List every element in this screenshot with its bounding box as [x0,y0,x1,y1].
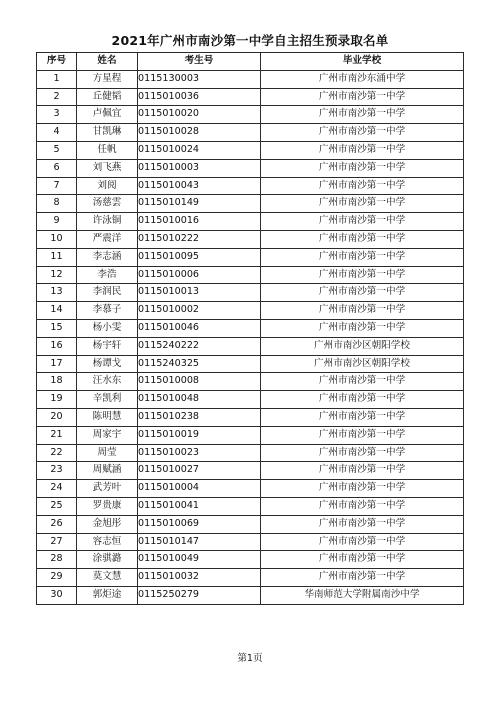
table-row [37,230,464,248]
row-index-cell: 5 [37,141,77,159]
exam-number-cell: 0115010036 [138,88,261,106]
exam-number-cell: 0115010046 [138,319,261,337]
school-name-cell: 广州市南沙第一中学 [261,391,464,409]
exam-number-cell: 0115010069 [138,515,261,533]
school-name-cell: 广州市南沙第一中学 [261,141,464,159]
table-header-row [37,53,464,71]
school-name-cell: 广州市南沙第一中学 [261,408,464,426]
row-index-cell: 19 [37,391,77,409]
student-name-cell: 许泳铜 [77,213,138,231]
school-name-cell: 广州市南沙第一中学 [261,159,464,177]
table-row [37,106,464,124]
school-name-cell: 广州市南沙第一中学 [261,124,464,142]
school-name-cell: 广州市南沙第一中学 [261,497,464,515]
school-name-cell: 广州市南沙第一中学 [261,248,464,266]
school-name-cell: 广州市南沙第一中学 [261,213,464,231]
exam-number-cell: 0115010095 [138,248,261,266]
school-name-cell: 广州市南沙第一中学 [261,88,464,106]
school-name-cell: 广州市南沙第一中学 [261,480,464,498]
row-index-cell: 23 [37,462,77,480]
student-name-cell: 汤慈雲 [77,195,138,213]
table-row [37,124,464,142]
row-index-cell: 8 [37,195,77,213]
student-name-cell: 丘健韬 [77,88,138,106]
row-index-cell: 24 [37,480,77,498]
exam-number-cell: 0115010008 [138,373,261,391]
document-title: 2021年广州市南沙第一中学自主招生预录取名单 [111,33,389,48]
student-name-cell: 刘阅 [77,177,138,195]
student-name-cell: 郭炬途 [77,586,138,604]
row-index-cell: 3 [37,106,77,124]
row-index-cell: 27 [37,533,77,551]
student-name-cell: 金旭彤 [77,515,138,533]
exam-number-cell: 0115010238 [138,408,261,426]
row-index-cell: 10 [37,230,77,248]
school-name-cell: 广州市南沙区朝阳学校 [261,337,464,355]
student-name-cell: 甘凯琳 [77,124,138,142]
row-index-cell: 21 [37,426,77,444]
school-name-cell: 广州市南沙第一中学 [261,373,464,391]
school-name-cell: 广州市南沙第一中学 [261,177,464,195]
table-row [37,497,464,515]
school-name-cell: 广州市南沙东涌中学 [261,70,464,88]
student-name-cell: 陈明慧 [77,408,138,426]
school-name-cell: 华南师范大学附属南沙中学 [261,586,464,604]
student-name-cell: 容志恒 [77,533,138,551]
exam-number-cell: 0115010032 [138,569,261,587]
row-index-cell: 17 [37,355,77,373]
table-row [37,141,464,159]
student-name-cell: 涂骐潞 [77,551,138,569]
row-index-cell: 14 [37,302,77,320]
student-name-cell: 周赋涵 [77,462,138,480]
student-name-cell: 杨宇轩 [77,337,138,355]
table-row [37,391,464,409]
row-index-cell: 4 [37,124,77,142]
exam-number-cell: 0115010023 [138,444,261,462]
header-index: 序号 [37,53,77,71]
row-index-cell: 13 [37,284,77,302]
row-index-cell: 26 [37,515,77,533]
row-index-cell: 20 [37,408,77,426]
table-row [37,177,464,195]
header-school: 毕业学校 [261,53,464,71]
exam-number-cell: 0115240325 [138,355,261,373]
row-index-cell: 9 [37,213,77,231]
table-row [37,355,464,373]
school-name-cell: 广州市南沙第一中学 [261,551,464,569]
exam-number-cell: 0115010013 [138,284,261,302]
page-number: 第1页 [237,653,263,664]
row-index-cell: 16 [37,337,77,355]
table-body [37,70,464,604]
student-name-cell: 任帆 [77,141,138,159]
school-name-cell: 广州市南沙第一中学 [261,462,464,480]
row-index-cell: 28 [37,551,77,569]
exam-number-cell: 0115130003 [138,70,261,88]
exam-number-cell: 0115010043 [138,177,261,195]
row-index-cell: 2 [37,88,77,106]
row-index-cell: 6 [37,159,77,177]
school-name-cell: 广州市南沙第一中学 [261,230,464,248]
row-index-cell: 29 [37,569,77,587]
student-name-cell: 李润民 [77,284,138,302]
student-name-cell: 杨谭戈 [77,355,138,373]
table-row [37,551,464,569]
exam-number-cell: 0115010003 [138,159,261,177]
row-index-cell: 30 [37,586,77,604]
student-name-cell: 李志涵 [77,248,138,266]
table-row [37,444,464,462]
school-name-cell: 广州市南沙第一中学 [261,444,464,462]
table-row [37,248,464,266]
exam-number-cell: 0115010006 [138,266,261,284]
header-name: 姓名 [77,53,138,71]
row-index-cell: 22 [37,444,77,462]
row-index-cell: 1 [37,70,77,88]
school-name-cell: 广州市南沙第一中学 [261,266,464,284]
student-name-cell: 李慕子 [77,302,138,320]
school-name-cell: 广州市南沙区朝阳学校 [261,355,464,373]
student-name-cell: 辛凯利 [77,391,138,409]
school-name-cell: 广州市南沙第一中学 [261,533,464,551]
table-row [37,569,464,587]
exam-number-cell: 0115250279 [138,586,261,604]
student-name-cell: 杨小雯 [77,319,138,337]
table-row [37,373,464,391]
table-row [37,515,464,533]
student-name-cell: 汪水东 [77,373,138,391]
student-name-cell: 武芳叶 [77,480,138,498]
table-row [37,266,464,284]
table-row [37,462,464,480]
table-row [37,319,464,337]
table-row [37,533,464,551]
school-name-cell: 广州市南沙第一中学 [261,106,464,124]
exam-number-cell: 0115010020 [138,106,261,124]
exam-number-cell: 0115010016 [138,213,261,231]
table-row [37,408,464,426]
table-row [37,284,464,302]
exam-number-cell: 0115010024 [138,141,261,159]
row-index-cell: 11 [37,248,77,266]
school-name-cell: 广州市南沙第一中学 [261,426,464,444]
header-exam-number: 考生号 [138,53,261,71]
row-index-cell: 12 [37,266,77,284]
exam-number-cell: 0115010049 [138,551,261,569]
school-name-cell: 广州市南沙第一中学 [261,302,464,320]
table-row [37,70,464,88]
row-index-cell: 18 [37,373,77,391]
student-name-cell: 刘飞燕 [77,159,138,177]
exam-number-cell: 0115010041 [138,497,261,515]
table-row [37,195,464,213]
table-row [37,426,464,444]
exam-number-cell: 0115010027 [138,462,261,480]
exam-number-cell: 0115240222 [138,337,261,355]
student-name-cell: 周家宇 [77,426,138,444]
exam-number-cell: 0115010019 [138,426,261,444]
exam-number-cell: 0115010147 [138,533,261,551]
school-name-cell: 广州市南沙第一中学 [261,319,464,337]
exam-number-cell: 0115010004 [138,480,261,498]
table-row [37,213,464,231]
table-row [37,480,464,498]
student-name-cell: 卢佩宜 [77,106,138,124]
row-index-cell: 15 [37,319,77,337]
school-name-cell: 广州市南沙第一中学 [261,284,464,302]
student-name-cell: 方星程 [77,70,138,88]
exam-number-cell: 0115010149 [138,195,261,213]
student-name-cell: 严震洋 [77,230,138,248]
table-row [37,302,464,320]
exam-number-cell: 0115010222 [138,230,261,248]
table-row [37,88,464,106]
table-row [37,337,464,355]
school-name-cell: 广州市南沙第一中学 [261,569,464,587]
school-name-cell: 广州市南沙第一中学 [261,195,464,213]
table-row [37,159,464,177]
table-row [37,586,464,604]
exam-number-cell: 0115010048 [138,391,261,409]
exam-number-cell: 0115010002 [138,302,261,320]
student-name-cell: 李浩 [77,266,138,284]
school-name-cell: 广州市南沙第一中学 [261,515,464,533]
student-name-cell: 莫文慧 [77,569,138,587]
exam-number-cell: 0115010028 [138,124,261,142]
admission-list-table [36,52,464,605]
student-name-cell: 罗贵康 [77,497,138,515]
student-name-cell: 周莹 [77,444,138,462]
row-index-cell: 25 [37,497,77,515]
row-index-cell: 7 [37,177,77,195]
